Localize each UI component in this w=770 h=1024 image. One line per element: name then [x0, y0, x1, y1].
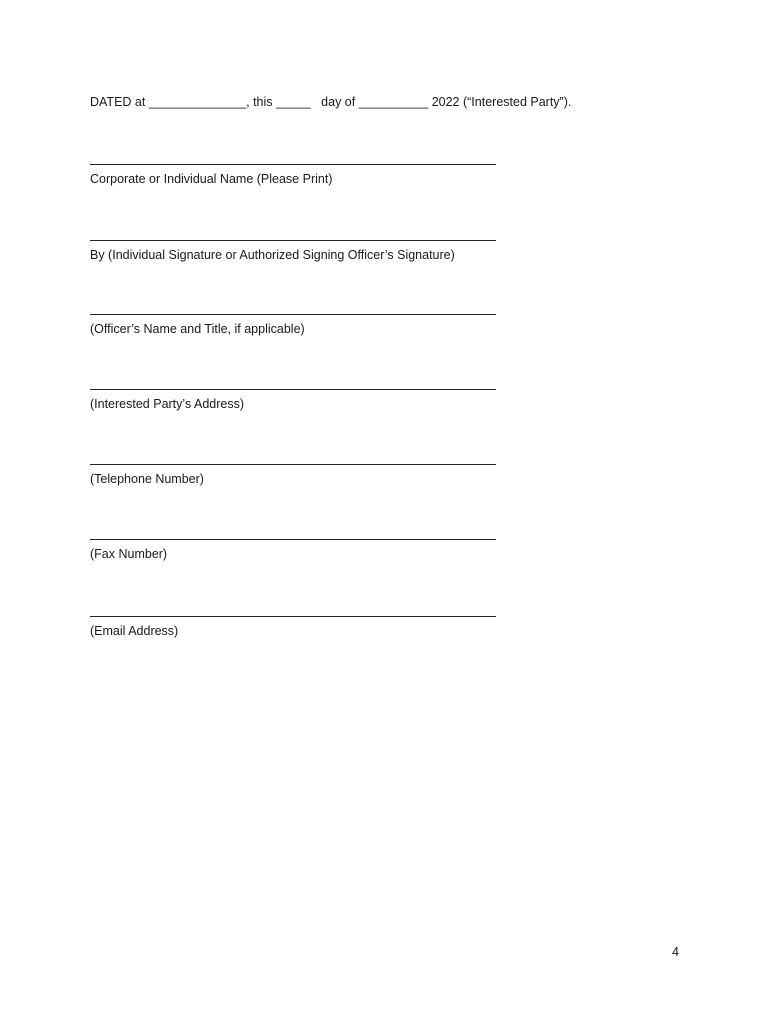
field-label-signature: By (Individual Signature or Authorized Signing Officer’s Signature)	[90, 248, 455, 262]
field-label-corporate-name: Corporate or Individual Name (Please Print)	[90, 172, 333, 186]
field-fax	[90, 539, 497, 562]
field-signature	[90, 240, 497, 263]
field-label-telephone: (Telephone Number)	[90, 472, 204, 486]
signature-line	[90, 240, 496, 241]
field-label-email: (Email Address)	[90, 624, 179, 638]
field-corporate-name	[90, 164, 497, 187]
field-email	[90, 616, 497, 639]
field-telephone	[90, 464, 497, 487]
field-label-fax: (Fax Number)	[90, 547, 168, 561]
signature-line	[90, 314, 496, 315]
page-number: 4	[672, 945, 679, 959]
signature-line	[90, 389, 496, 390]
field-label-officer-name: (Officer’s Name and Title, if applicable)	[90, 322, 305, 336]
field-officer-name	[90, 314, 497, 337]
signature-line	[90, 164, 496, 165]
signature-line	[90, 539, 496, 540]
signature-line	[90, 616, 496, 617]
signature-line	[90, 464, 496, 465]
dated-line: DATED at ______________, this _____ day of __________ 2022 (“Interested Party”).	[90, 95, 572, 109]
field-label-address: (Interested Party’s Address)	[90, 397, 245, 411]
field-address	[90, 389, 497, 412]
